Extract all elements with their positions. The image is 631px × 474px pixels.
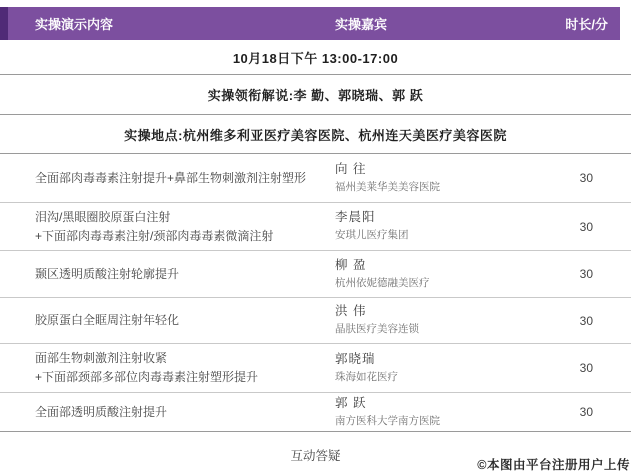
guest-name: 向 往 bbox=[335, 161, 367, 176]
table-row bbox=[0, 154, 631, 203]
duration-value: 30 bbox=[579, 267, 593, 281]
watermark: ©本图由平台注册用户上传 bbox=[477, 458, 630, 472]
guest-name: 洪 伟 bbox=[335, 304, 367, 318]
guest-org: 晶肤医疗美容连锁 bbox=[335, 323, 419, 335]
guest-name: 柳 盈 bbox=[335, 257, 367, 272]
table-row bbox=[0, 203, 631, 251]
header-col-duration: 时长/分 bbox=[565, 17, 608, 32]
duration-value: 30 bbox=[579, 361, 593, 375]
duration-value: 30 bbox=[579, 313, 593, 328]
guest-org: 杭州依妮德融美医疗 bbox=[335, 276, 430, 289]
content-line: +下面部颈部多部位肉毒毒素注射塑形提升 bbox=[35, 370, 259, 384]
duration-value: 30 bbox=[579, 171, 593, 185]
content-line: 全面部肉毒毒素注射提升+鼻部生物刺激剂注射塑形 bbox=[35, 170, 307, 185]
row-guest bbox=[335, 161, 545, 196]
guest-name: 李晨阳 bbox=[335, 210, 376, 224]
row-content bbox=[0, 169, 335, 188]
duration-value: 30 bbox=[579, 219, 593, 234]
qa-row: 互动答疑 bbox=[0, 432, 631, 474]
duration-value: 30 bbox=[579, 405, 593, 419]
row-guest bbox=[335, 209, 545, 244]
row-content bbox=[0, 311, 335, 330]
row-guest bbox=[335, 351, 545, 386]
row-content bbox=[0, 349, 335, 387]
content-line: 胶原蛋白全眶周注射年轻化 bbox=[35, 313, 180, 327]
session-narrators: 实操领衔解说:李 勤、郭晓瑞、郭 跃 bbox=[0, 75, 631, 115]
row-content bbox=[0, 265, 335, 284]
guest-org: 安琪儿医疗集团 bbox=[335, 229, 409, 241]
guest-name: 郭晓瑞 bbox=[335, 351, 376, 366]
header-col-content: 实操演示内容 bbox=[35, 17, 114, 32]
row-content bbox=[0, 208, 335, 246]
content-line: 面部生物刺激剂注射收紧 bbox=[35, 351, 168, 365]
content-line: 全面部透明质酸注射提升 bbox=[35, 404, 168, 419]
session-location: 实操地点:杭州维多利亚医疗美容医院、杭州连天美医疗美容医院 bbox=[0, 115, 631, 154]
content-line: 颞区透明质酸注射轮廓提升 bbox=[35, 266, 180, 281]
table-row bbox=[0, 251, 631, 298]
row-guest bbox=[335, 257, 545, 292]
guest-org: 福州美莱华美美容医院 bbox=[335, 180, 440, 193]
guest-org: 珠海如花医疗 bbox=[335, 370, 398, 383]
content-line: +下面部肉毒毒素注射/颈部肉毒毒素微滴注射 bbox=[35, 228, 274, 243]
row-guest bbox=[335, 303, 545, 338]
table-row bbox=[0, 344, 631, 393]
row-guest bbox=[335, 395, 545, 430]
table-row bbox=[0, 393, 631, 432]
header-col-guest: 实操嘉宾 bbox=[335, 17, 388, 32]
content-line: 泪沟/黑眼圈胶原蛋白注射 bbox=[35, 209, 171, 224]
table-row bbox=[0, 298, 631, 344]
row-content bbox=[0, 403, 335, 422]
table-header-row bbox=[0, 7, 620, 40]
guest-org: 南方医科大学南方医院 bbox=[335, 414, 440, 427]
guest-name: 郭 跃 bbox=[335, 395, 367, 410]
session-datetime: 10月18日下午 13:00-17:00 bbox=[0, 40, 631, 75]
